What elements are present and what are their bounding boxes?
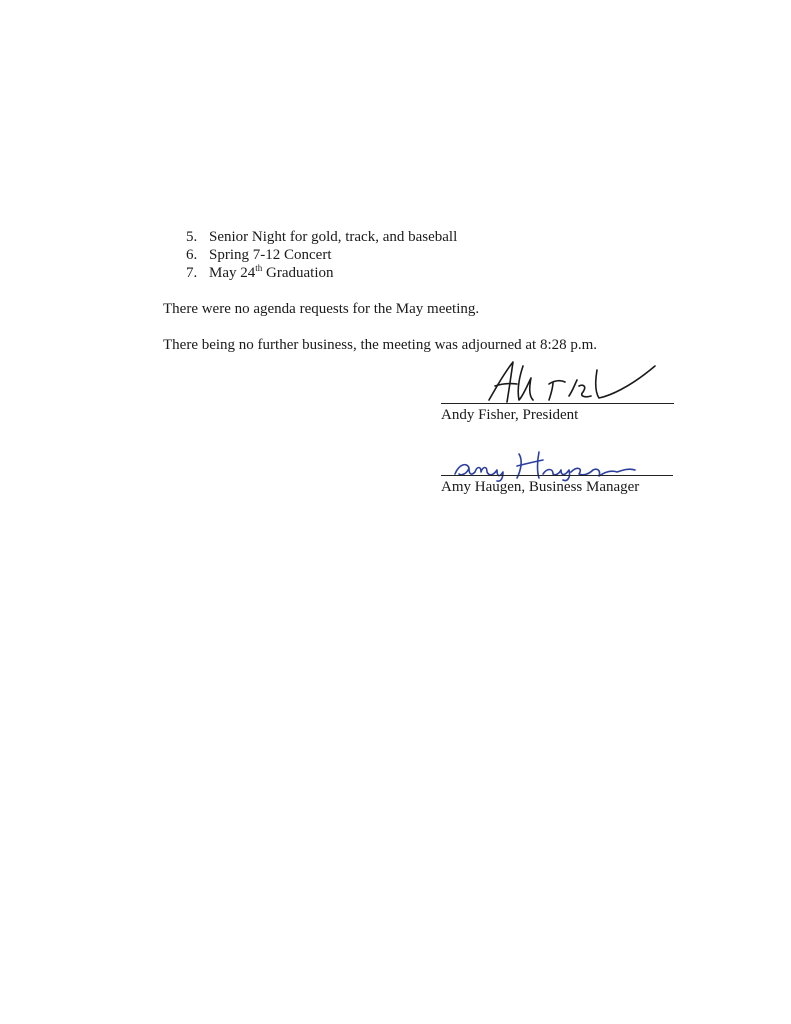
graduation-date: May 24: [209, 265, 256, 281]
list-item-number: 6.: [186, 247, 198, 263]
president-name-title: Andy Fisher, President: [441, 407, 579, 423]
list-item-number: 5.: [186, 229, 198, 245]
adjournment-paragraph: There being no further business, the meeting was adjourned at 8:28 p.m.: [163, 337, 598, 353]
ordinal-suffix: th: [255, 263, 263, 273]
list-item: [186, 246, 457, 264]
graduation-label: Graduation: [262, 265, 334, 281]
business-manager-name-title: Amy Haugen, Business Manager: [441, 479, 640, 495]
business-manager-signature-block: [441, 448, 676, 500]
list-item: [186, 264, 457, 282]
list-item-number: 7.: [186, 265, 198, 281]
agenda-requests-paragraph: There were no agenda requests for the May meeting.: [163, 301, 480, 317]
list-item-text: Senior Night for gold, track, and baseball: [209, 229, 458, 245]
president-signature-block: [441, 356, 676, 426]
agenda-list: [186, 228, 457, 282]
president-signature: [479, 356, 659, 406]
list-item-text: Spring 7-12 Concert: [209, 247, 332, 263]
business-manager-signature: [451, 448, 651, 482]
list-item: [186, 228, 457, 246]
signature-line: [441, 475, 673, 476]
list-item-text: [209, 264, 334, 282]
signature-line: [441, 403, 674, 404]
